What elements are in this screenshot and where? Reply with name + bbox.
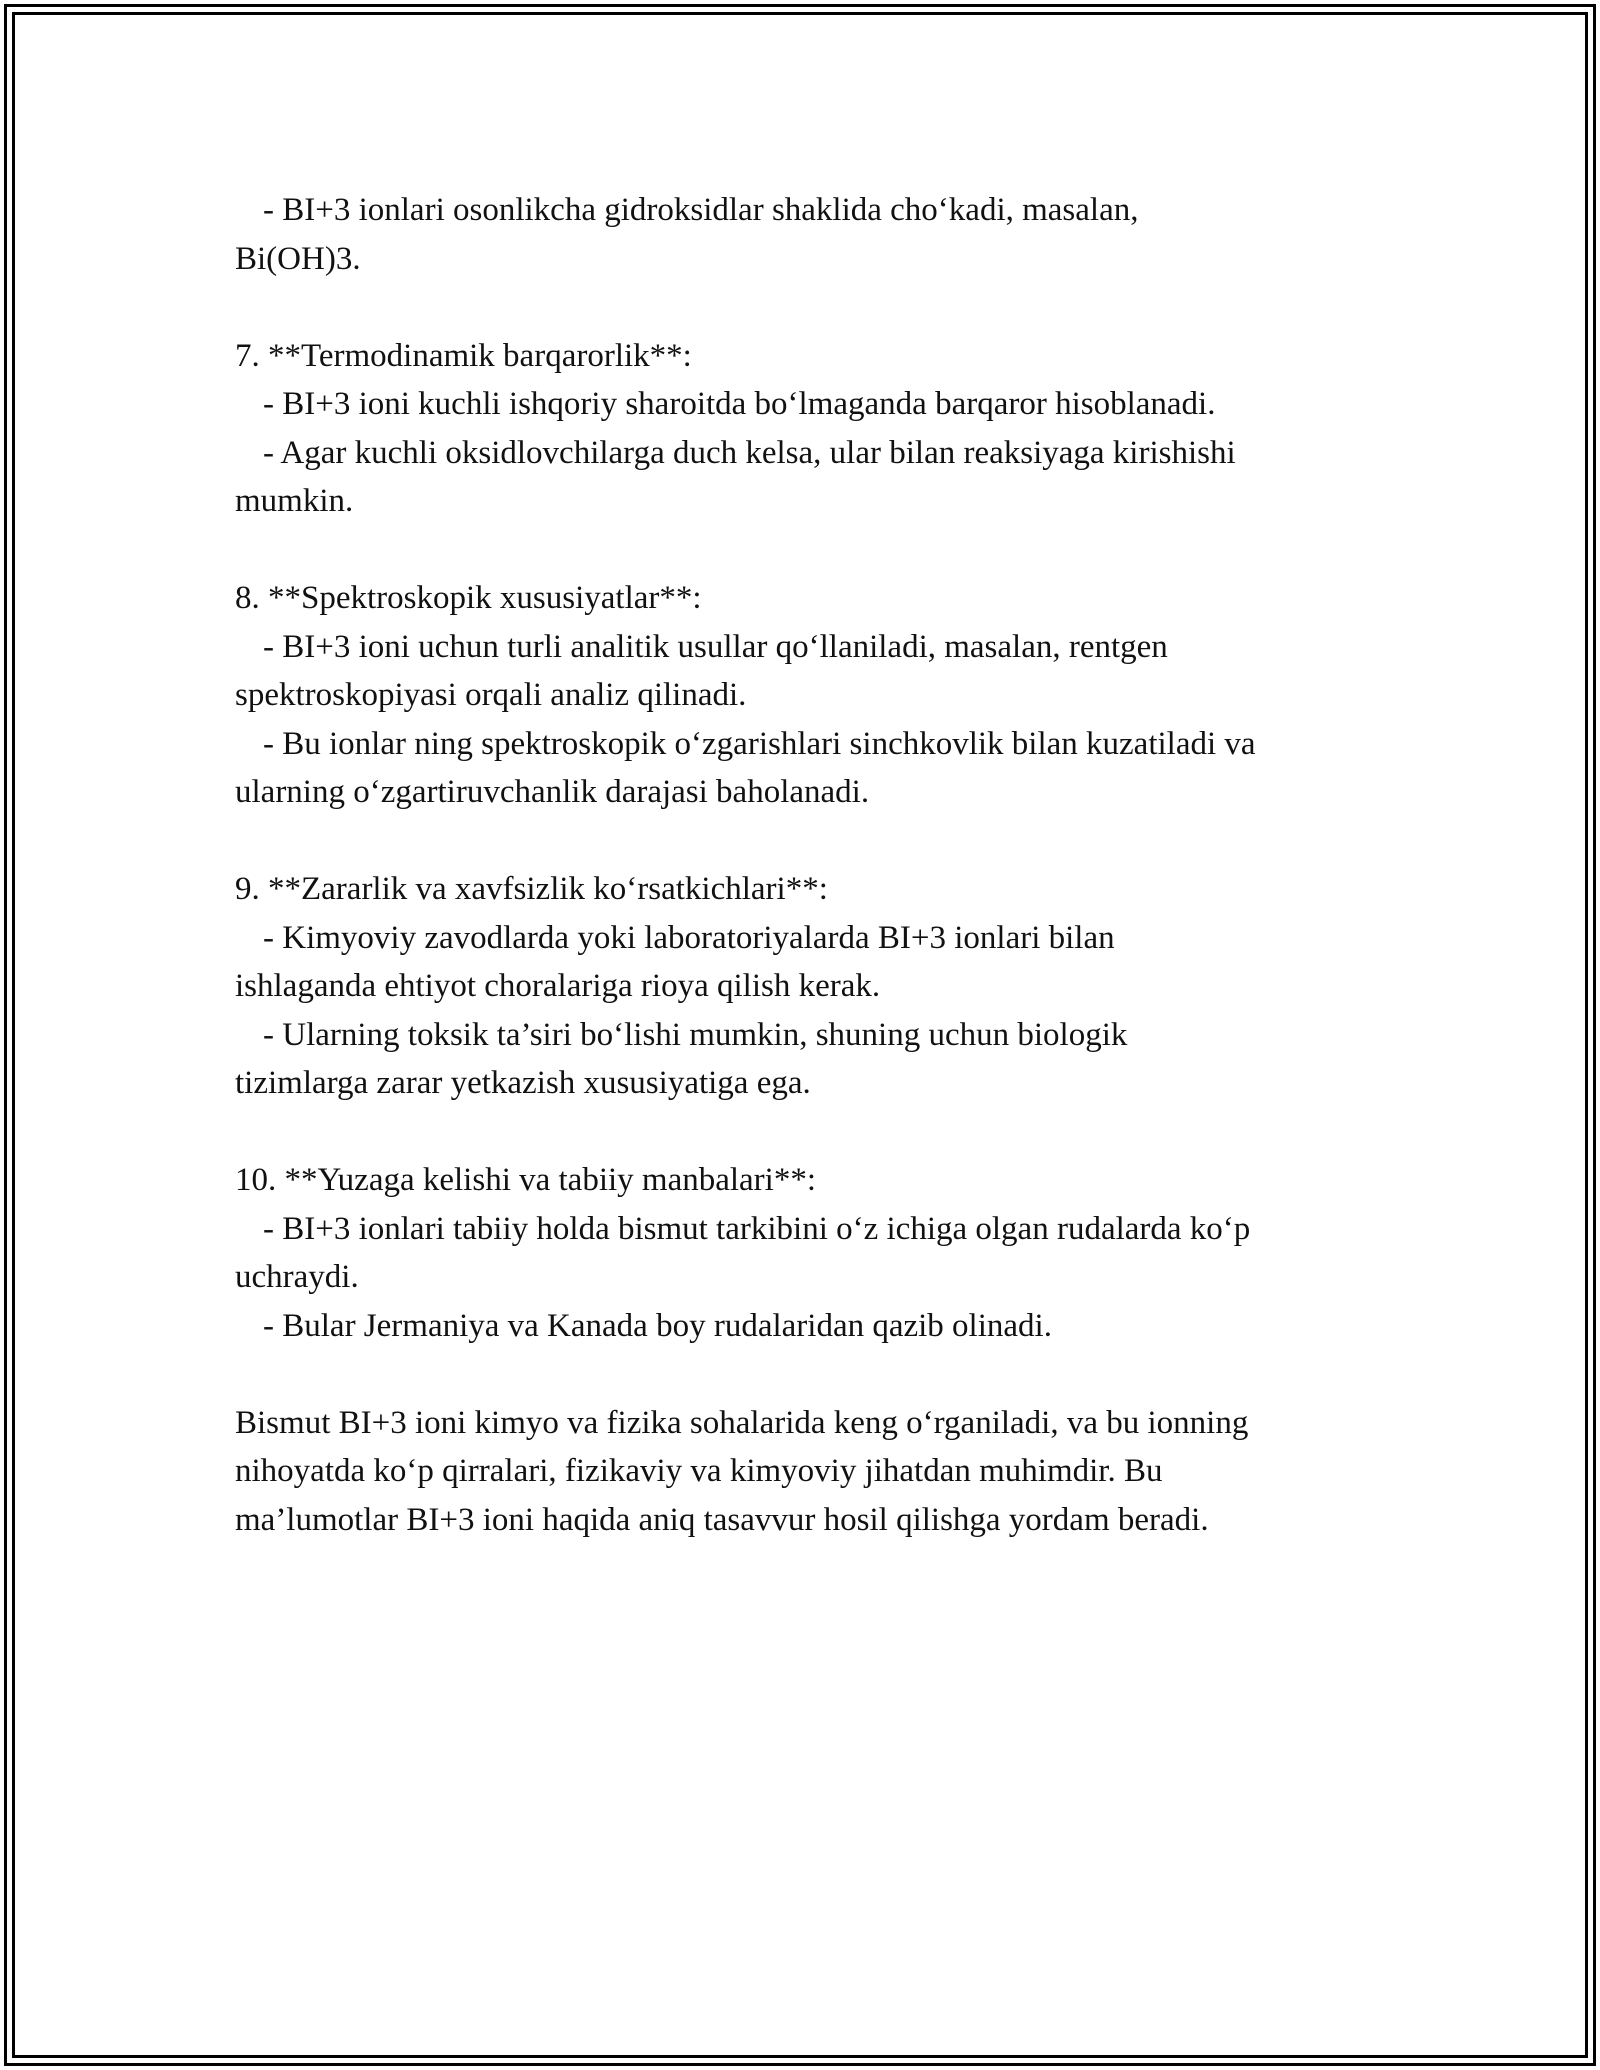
text-line: uchraydi. (235, 1259, 359, 1295)
bullet-line: - Kimyoviy zavodlarda yoki laboratoriyalarda BI+3 ionlari bilan (263, 919, 1115, 956)
section-heading-7: 7. **Termodinamik barqarorlik**: (235, 337, 692, 374)
section-heading-9: 9. **Zararlik va xavfsizlik ko‘rsatkichlari**: (235, 871, 828, 907)
bullet-line: - BI+3 ionlari tabiiy holda bismut tarkibini o‘z ichiga olgan rudalarda ko‘p (263, 1210, 1251, 1247)
blank-line (235, 1108, 1395, 1157)
bullet-line: - Agar kuchli oksidlovchilarga duch kelsa, ular bilan reaksiyaga kirishishi (263, 434, 1236, 471)
bullet-line: - Ularning toksik ta’siri bo‘lishi mumkin, shuning uchun biologik (263, 1016, 1128, 1053)
blank-line (235, 283, 1395, 332)
section-heading-10: 10. **Yuzaga kelishi va tabiiy manbalari**: (235, 1162, 817, 1198)
document-body (235, 186, 1395, 1544)
conclusion-line: ma’lumotlar BI+3 ioni haqida aniq tasavvur hosil qilishga yordam beradi. (235, 1501, 1209, 1538)
text-line: ishlaganda ehtiyot choralariga rioya qilish kerak. (235, 968, 881, 1004)
conclusion-line: Bismut BI+3 ioni kimyo va fizika sohalarida keng o‘rganiladi, va bu ionning (235, 1404, 1249, 1441)
blank-line (235, 526, 1395, 575)
text-line: ularning o‘zgartiruvchanlik darajasi baholanadi. (235, 774, 870, 810)
text-line: mumkin. (235, 483, 354, 519)
bullet-line: - Bu ionlar ning spektroskopik o‘zgarishlari sinchkovlik bilan kuzatiladi va (263, 725, 1256, 762)
bullet-line: - BI+3 ioni kuchli ishqoriy sharoitda bo‘lmaganda barqaror hisoblanadi. (263, 386, 1216, 422)
conclusion-line: nihoyatda ko‘p qirralari, fizikaviy va kimyoviy jihatdan muhimdir. Bu (235, 1453, 1163, 1489)
blank-line (235, 1350, 1395, 1399)
bullet-line: - BI+3 ionlari osonlikcha gidroksidlar shaklida cho‘kadi, masalan, (263, 192, 1139, 228)
text-line: Bi(OH)3. (235, 240, 361, 277)
text-line: spektroskopiyasi orqali analiz qilinadi. (235, 677, 747, 713)
text-line: tizimlarga zarar yetkazish xususiyatiga ega. (235, 1065, 811, 1101)
bullet-line: - BI+3 ioni uchun turli analitik usullar qo‘llaniladi, masalan, rentgen (263, 628, 1168, 665)
bullet-line: - Bular Jermaniya va Kanada boy rudalaridan qazib olinadi. (263, 1307, 1052, 1344)
section-heading-8: 8. **Spektroskopik xususiyatlar**: (235, 580, 702, 616)
blank-line (235, 817, 1395, 866)
